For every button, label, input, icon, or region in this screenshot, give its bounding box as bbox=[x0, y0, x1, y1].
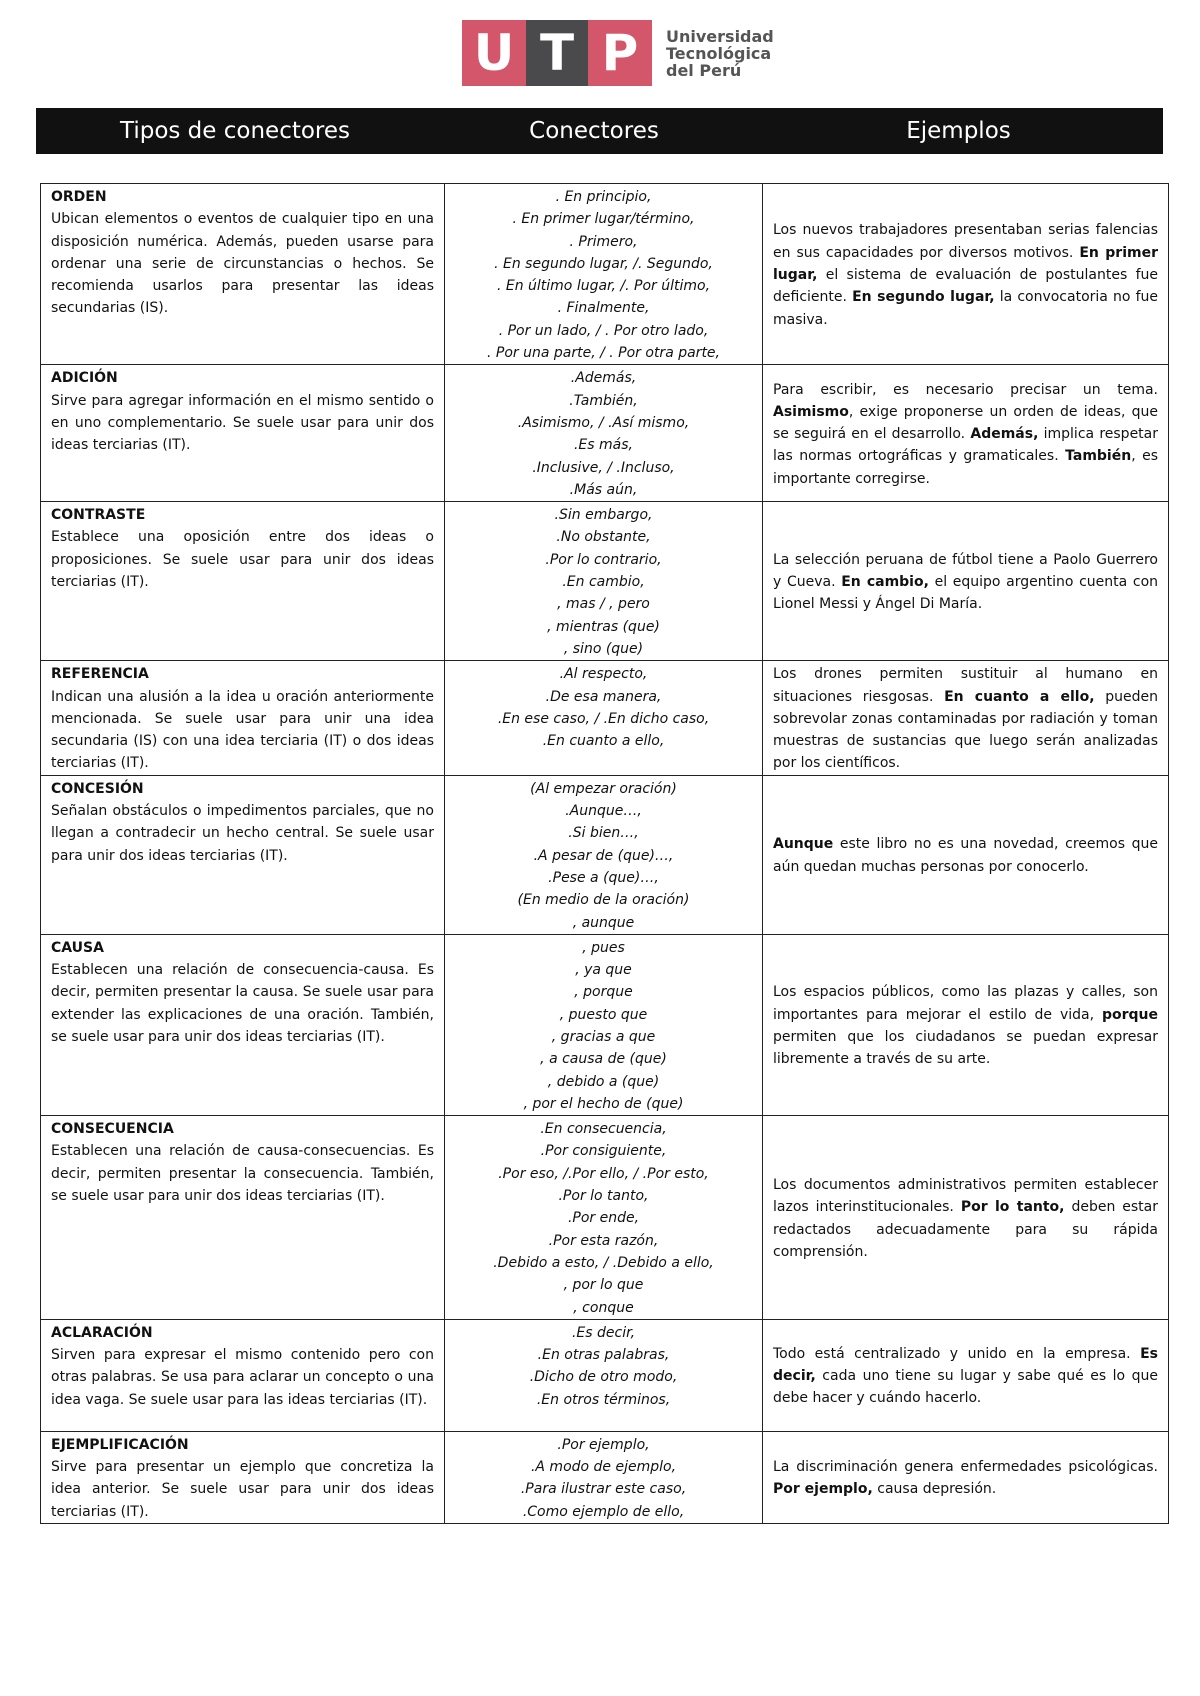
example-connector-highlight: Además, bbox=[970, 426, 1039, 443]
connector-item: .Sin embargo, bbox=[554, 507, 653, 524]
connector-item: .Si bien…, bbox=[568, 825, 639, 842]
connector-item: .Por ende, bbox=[567, 1210, 640, 1227]
example-text: Todo está centralizado y unido en la empresa. bbox=[773, 1345, 1141, 1362]
connectors-cell bbox=[445, 1116, 763, 1320]
example-connector-highlight: Es decir, bbox=[773, 1345, 1158, 1385]
utp-logo bbox=[462, 20, 774, 86]
connector-item: , porque bbox=[574, 984, 633, 1001]
example-cell bbox=[763, 775, 1169, 934]
connector-item: , debido a (que) bbox=[547, 1073, 660, 1090]
connector-item: , a causa de (que) bbox=[540, 1051, 667, 1068]
connector-item: .Además, bbox=[570, 370, 637, 387]
logo-line: del Perú bbox=[666, 60, 742, 80]
header-conectores: Conectores bbox=[529, 118, 659, 144]
connector-item: .Para ilustrar este caso, bbox=[520, 1481, 687, 1498]
connector-item: .En cuanto a ello, bbox=[542, 733, 665, 750]
example-text: Los nuevos trabajadores presentaban serias falencias en sus capacidades por diversos motivos. bbox=[773, 222, 1158, 261]
example-text: implica respetar las normas ortográficas y gramaticales. bbox=[773, 426, 1159, 465]
connector-type-name: CONCESIÓN bbox=[51, 780, 144, 797]
connector-item: , por lo que bbox=[563, 1277, 644, 1294]
connector-type-name: ADICIÓN bbox=[51, 370, 118, 387]
connector-item: .Pese a (que)…, bbox=[548, 869, 659, 886]
connector-type-cell bbox=[41, 775, 445, 934]
connectors-cell bbox=[445, 661, 763, 775]
connector-item: .Por consiguiente, bbox=[540, 1143, 667, 1160]
table-row bbox=[41, 1116, 1169, 1320]
example-connector-highlight: Asimismo bbox=[773, 403, 849, 420]
example-connector-highlight: Por ejemplo, bbox=[773, 1481, 873, 1498]
example-text: pueden sobrevolar zonas contaminadas por radiación y toman muestras de sustancias que luego serán analizadas por los científicos. bbox=[773, 688, 1158, 772]
connectors-cell bbox=[445, 934, 763, 1115]
connector-item: .En cambio, bbox=[562, 574, 645, 591]
connector-item: . En último lugar, /. Por último, bbox=[496, 278, 711, 295]
connector-item: .No obstante, bbox=[556, 529, 651, 546]
logo-letter-t: T bbox=[526, 20, 588, 86]
connector-item: .Por ejemplo, bbox=[557, 1436, 650, 1453]
connector-type-name: ACLARACIÓN bbox=[51, 1324, 153, 1341]
connector-item: . Por una parte, / . Por otra parte, bbox=[486, 345, 720, 362]
example-cell bbox=[763, 1431, 1169, 1523]
connector-item: . Finalmente, bbox=[557, 300, 650, 317]
connector-item: , mas / , pero bbox=[557, 596, 650, 613]
example-connector-highlight: En cuanto a ello, bbox=[944, 688, 1095, 705]
example-cell bbox=[763, 184, 1169, 365]
connector-item: .Dicho de otro modo, bbox=[529, 1369, 678, 1386]
connector-item: .Aunque…, bbox=[565, 803, 642, 820]
connector-type-cell bbox=[41, 184, 445, 365]
table-header-bar bbox=[36, 108, 1163, 154]
connector-type-description: Establecen una relación de causa-consecuencias. Es decir, permiten presentar la consecuencia. También, se suele usar para unir dos ideas terciarias (IT). bbox=[51, 1143, 434, 1205]
connector-type-name: REFERENCIA bbox=[51, 666, 149, 683]
example-text: deben estar redactados adecuadamente para su rápida comprensión. bbox=[773, 1199, 1158, 1260]
example-cell bbox=[763, 934, 1169, 1115]
example-text: La discriminación genera enfermedades psicológicas. bbox=[773, 1459, 1158, 1476]
table-row bbox=[41, 661, 1169, 775]
logo-line: Universidad bbox=[666, 26, 774, 46]
example-cell bbox=[763, 365, 1169, 502]
example-text: causa depresión. bbox=[872, 1481, 997, 1498]
example-cell bbox=[763, 661, 1169, 775]
connectors-cell bbox=[445, 184, 763, 365]
connector-item: , por el hecho de (que) bbox=[523, 1095, 684, 1112]
connector-item: . En primer lugar/término, bbox=[512, 211, 695, 228]
logo-letter-p: P bbox=[588, 20, 652, 86]
connector-type-name: CAUSA bbox=[51, 939, 104, 956]
example-text: este libro no es una novedad, creemos que aún quedan muchas personas por conocerlo. bbox=[773, 836, 1158, 875]
connectors-cell bbox=[445, 1319, 763, 1431]
connector-type-cell bbox=[41, 502, 445, 661]
example-connector-highlight: En segundo lugar, bbox=[852, 289, 995, 306]
connector-item: . En principio, bbox=[555, 189, 652, 205]
example-text: el equipo argentino cuenta con Lionel Messi y Ángel Di María. bbox=[773, 574, 1159, 613]
connector-item: , ya que bbox=[575, 962, 632, 979]
example-text: , es importante corregirse. bbox=[773, 448, 1159, 487]
connector-type-description: Establecen una relación de consecuencia-causa. Es decir, permiten presentar la causa. Se suele usar para extender las explicaciones de una oración. También, se suele usar para unir dos ideas terciarias (IT). bbox=[51, 962, 434, 1045]
connector-type-name: ORDEN bbox=[51, 189, 107, 205]
connector-item: .Por lo contrario, bbox=[545, 551, 662, 568]
connector-item: . Por un lado, / . Por otro lado, bbox=[498, 322, 709, 339]
connector-item: .Como ejemplo de ello, bbox=[522, 1503, 685, 1520]
connector-type-name: CONSECUENCIA bbox=[51, 1121, 174, 1138]
table-row bbox=[41, 1319, 1169, 1431]
example-connector-highlight: En primer lugar, bbox=[773, 244, 1158, 284]
connector-item: .También, bbox=[569, 392, 638, 409]
connector-item: .Es más, bbox=[573, 437, 633, 454]
connector-type-name: CONTRASTE bbox=[51, 507, 146, 524]
example-text: Los documentos administrativos permiten establecer lazos interinstitucionales. bbox=[773, 1176, 1158, 1216]
table-row bbox=[41, 1431, 1169, 1523]
connector-item: .A modo de ejemplo, bbox=[530, 1459, 677, 1476]
example-text: el sistema de evaluación de postulantes fue deficiente. bbox=[773, 267, 1158, 306]
example-connector-highlight: Aunque bbox=[773, 836, 834, 853]
table-row bbox=[41, 934, 1169, 1115]
example-text: La selección peruana de fútbol tiene a Paolo Guerrero y Cueva. bbox=[773, 551, 1158, 591]
logo-letter-u: U bbox=[462, 20, 526, 86]
connector-item: .En consecuencia, bbox=[540, 1121, 667, 1138]
connector-type-cell bbox=[41, 1431, 445, 1523]
connectors-cell bbox=[445, 1431, 763, 1523]
connector-item: (En medio de la oración) bbox=[517, 892, 690, 909]
example-text: cada uno tiene su lugar y sabe qué es lo que debe hacer y cuándo hacerlo. bbox=[773, 1368, 1158, 1407]
example-cell bbox=[763, 502, 1169, 661]
connector-item: , mientras (que) bbox=[547, 618, 660, 635]
example-text: Para escribir, es necesario precisar un tema. bbox=[773, 381, 1158, 398]
connector-type-cell bbox=[41, 661, 445, 775]
example-connector-highlight: porque bbox=[1101, 1006, 1158, 1023]
connector-item: , sino (que) bbox=[563, 640, 644, 657]
connector-item: .Al respecto, bbox=[559, 666, 648, 683]
table-row bbox=[41, 365, 1169, 502]
example-text: permiten que los ciudadanos se puedan expresar libremente a través de su arte. bbox=[773, 1028, 1158, 1068]
connector-type-cell bbox=[41, 365, 445, 502]
connector-type-name: EJEMPLIFICACIÓN bbox=[51, 1436, 189, 1453]
connector-item: .En otras palabras, bbox=[537, 1347, 670, 1364]
connector-type-description: Sirve para presentar un ejemplo que concretiza la idea anterior. Se suele usar para unir dos ideas terciarias (IT). bbox=[51, 1459, 434, 1520]
connector-item: .De esa manera, bbox=[545, 688, 662, 705]
header-tipos: Tipos de conectores bbox=[119, 118, 351, 144]
connector-item: , conque bbox=[573, 1299, 634, 1316]
connector-item: , aunque bbox=[572, 914, 635, 931]
example-text: Los drones permiten sustituir al humano en situaciones riesgosas. bbox=[773, 666, 1158, 705]
connector-item: .Más aún, bbox=[569, 481, 638, 498]
table-row bbox=[41, 775, 1169, 934]
connector-type-description: Sirve para agregar información en el mismo sentido o en uno complementario. Se suele usar para unir dos ideas terciarias (IT). bbox=[51, 392, 434, 454]
header-ejemplos: Ejemplos bbox=[906, 118, 1011, 144]
example-cell bbox=[763, 1116, 1169, 1320]
connector-item: . En segundo lugar, /. Segundo, bbox=[494, 255, 713, 272]
logo-line: Tecnológica bbox=[666, 43, 772, 63]
connector-item: .A pesar de (que)…, bbox=[533, 847, 674, 864]
connector-item: , pues bbox=[582, 939, 625, 956]
connector-item: .En ese caso, / .En dicho caso, bbox=[497, 710, 710, 727]
example-cell bbox=[763, 1319, 1169, 1431]
connector-item: . Primero, bbox=[569, 233, 638, 250]
connectors-cell bbox=[445, 365, 763, 502]
connectors-cell bbox=[445, 502, 763, 661]
connector-item: .Inclusive, / .Incluso, bbox=[532, 459, 675, 476]
example-text: , exige proponerse un orden de ideas, que se seguirá en el desarrollo. bbox=[773, 403, 1158, 443]
connector-type-description: Señalan obstáculos o impedimentos parciales, que no llegan a contradecir un hecho central. Se suele usar para unir dos ideas terciarias (IT). bbox=[51, 803, 434, 864]
connector-item: , gracias a que bbox=[551, 1028, 656, 1045]
logo-mark bbox=[462, 20, 652, 86]
example-text: la convocatoria no fue masiva. bbox=[773, 289, 1158, 328]
connector-type-description: Indican una alusión a la idea u oración anteriormente mencionada. Se suele usar para unir una idea secundaria (IS) con una idea terciaria (IT) o dos ideas terciarias (IT). bbox=[51, 688, 434, 772]
connectors-table bbox=[40, 183, 1169, 1524]
table-row bbox=[41, 502, 1169, 661]
connector-item: .En otros términos, bbox=[536, 1391, 671, 1408]
connector-type-cell bbox=[41, 1319, 445, 1431]
connector-item: .Por eso, /.Por ello, / .Por esto, bbox=[498, 1165, 709, 1182]
connector-item: .Asimismo, / .Así mismo, bbox=[517, 414, 690, 431]
connectors-cell bbox=[445, 775, 763, 934]
logo-wordmark bbox=[666, 28, 774, 79]
connector-type-description: Ubican elementos o eventos de cualquier tipo en una disposición numérica. Además, pueden usarse para ordenar una serie de circunstancias o hechos. Se recomienda usarlos para presentar las ideas secundarias (IS). bbox=[51, 211, 434, 317]
connector-item: .Es decir, bbox=[571, 1324, 636, 1341]
connector-type-description: Establece una oposición entre dos ideas o proposiciones. Se suele usar para unir dos ideas terciarias (IT). bbox=[51, 529, 434, 591]
connector-type-cell bbox=[41, 1116, 445, 1320]
connector-item: , puesto que bbox=[559, 1006, 648, 1023]
example-connector-highlight: También bbox=[1065, 448, 1132, 465]
connector-type-cell bbox=[41, 934, 445, 1115]
connector-item: .Por esta razón, bbox=[548, 1232, 659, 1249]
connector-type-description: Sirven para expresar el mismo contenido pero con otras palabras. Se usa para aclarar un concepto o una idea vaga. Se suele usar para las ideas terciarias (IT). bbox=[51, 1347, 434, 1408]
example-connector-highlight: En cambio, bbox=[841, 574, 929, 591]
connector-item: .Debido a esto, / .Debido a ello, bbox=[493, 1254, 714, 1271]
connector-item: (Al empezar oración) bbox=[530, 780, 677, 797]
example-text: Los espacios públicos, como las plazas y calles, son importantes para mejorar el estilo de vida, bbox=[773, 984, 1158, 1023]
table-row bbox=[41, 184, 1169, 365]
example-connector-highlight: Por lo tanto, bbox=[960, 1199, 1065, 1216]
connector-item: .Por lo tanto, bbox=[558, 1188, 649, 1205]
